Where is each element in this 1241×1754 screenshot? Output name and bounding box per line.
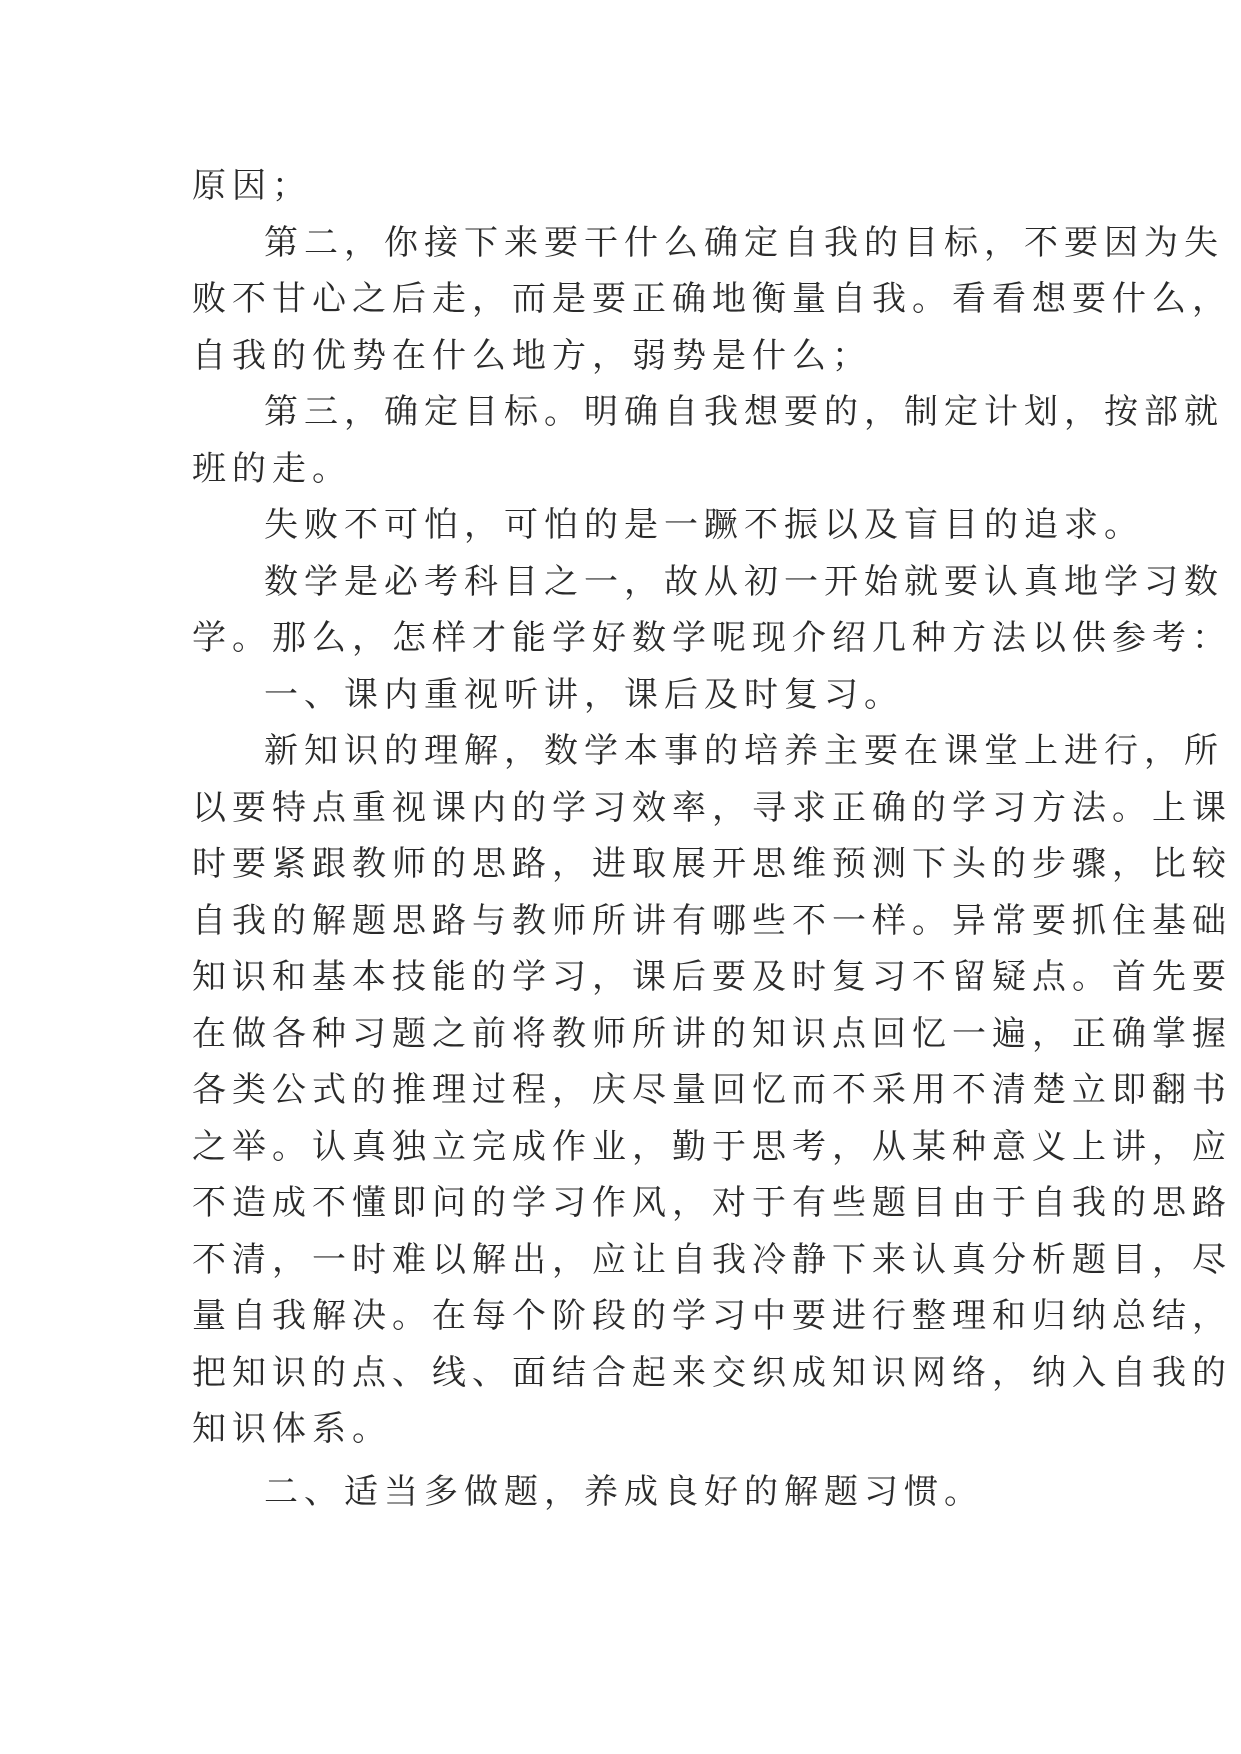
text-line: 把知识的点、线、面结合起来交织成知识网络，纳入自我的 [192, 1352, 1232, 1393]
text-line: 不造成不懂即问的学习作风，对于有些题目由于自我的思路 [192, 1183, 1232, 1223]
text-line: 量自我解决。在每个阶段的学习中要进行整理和归纳总结， [192, 1296, 1232, 1336]
text-line: 在做各种习题之前将教师所讲的知识点回忆一遍，正确掌握 [192, 1013, 1232, 1054]
paragraph-line: 第二，你接下来要干什么确定自我的目标，不要因为失 [264, 222, 1224, 263]
text-line: 各类公式的推理过程，庆尽量回忆而不采用不清楚立即翻书 [192, 1070, 1232, 1110]
text-line: 以要特点重视课内的学习效率，寻求正确的学习方法。上课 [192, 787, 1232, 828]
paragraph-line: 第三，确定目标。明确自我想要的，制定计划，按部就 [264, 392, 1224, 432]
text-line: 时要紧跟教师的思路，进取展开思维预测下头的步骤，比较 [192, 844, 1232, 884]
text-line: 之举。认真独立完成作业，勤于思考，从某种意义上讲，应 [192, 1126, 1232, 1167]
text-line: 知识和基本技能的学习，课后要及时复习不留疑点。首先要 [192, 957, 1232, 997]
document-body [192, 158, 1232, 1520]
text-line: 知识体系。 [192, 1409, 392, 1449]
text-line: 自我的解题思路与教师所讲有哪些不一样。异常要抓住基础 [192, 900, 1232, 941]
text-line: 原因； [192, 166, 312, 206]
section-heading: 一、课内重视听讲，课后及时复习。 [264, 674, 904, 715]
paragraph-line: 数学是必考科目之一，故从初一开始就要认真地学习数 [264, 561, 1224, 602]
text-line: 不清，一时难以解出，应让自我冷静下来认真分析题目，尽 [192, 1239, 1232, 1280]
text-line: 班的走。 [192, 448, 352, 489]
text-line: 学。那么，怎样才能学好数学呢现介绍几种方法以供参考： [192, 618, 1232, 658]
paragraph-line: 失败不可怕，可怕的是一蹶不振以及盲目的追求。 [264, 505, 1144, 545]
text-line: 败不甘心之后走，而是要正确地衡量自我。看看想要什么， [192, 279, 1232, 319]
text-line: 自我的优势在什么地方，弱势是什么； [192, 335, 872, 376]
section-heading: 二、适当多做题，养成良好的解题习惯。 [264, 1471, 984, 1512]
paragraph-line: 新知识的理解，数学本事的培养主要在课堂上进行，所 [264, 731, 1224, 771]
